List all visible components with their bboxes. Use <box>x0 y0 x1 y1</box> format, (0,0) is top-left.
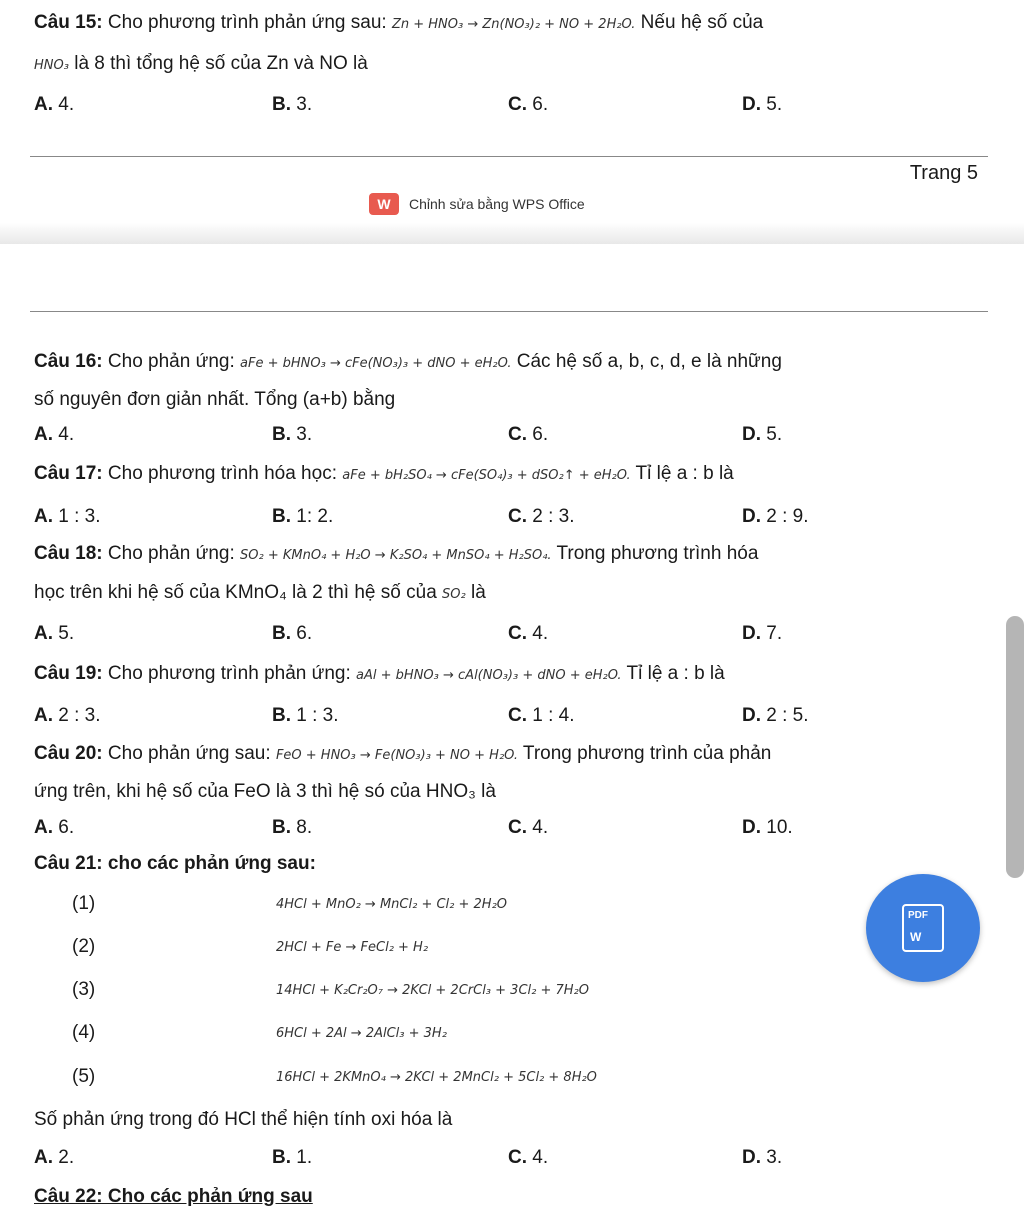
wps-edit-text: Chỉnh sửa bằng WPS Office <box>409 196 585 212</box>
q20-line2: ứng trên, khi hệ số của FeO là 3 thì hệ só của HNO₃ là <box>34 781 496 802</box>
q17-option-d[interactable]: D. 2 : 9. <box>742 506 809 527</box>
q16-text-before: Cho phản ứng: <box>102 351 241 372</box>
q19-text-after: Tỉ lệ a : b là <box>621 663 725 684</box>
q19-line1 <box>34 661 725 689</box>
q21-reaction-4-num: (4) <box>72 1022 96 1043</box>
q18-line1 <box>34 541 758 569</box>
q20-option-c[interactable]: C. 4. <box>508 817 549 838</box>
q19-equation: aAl + bHNO₃ → cAl(NO₃)₃ + dNO + eH₂O. <box>356 668 622 683</box>
q18-label: Câu 18: <box>34 543 103 564</box>
q16-option-a[interactable]: A. 4. <box>34 424 75 445</box>
q20-option-d[interactable]: D. 10. <box>742 817 793 838</box>
q19-option-a[interactable]: A. 2 : 3. <box>34 705 101 726</box>
scrollbar-thumb[interactable] <box>1006 616 1024 878</box>
q21-reaction-5-eq: 16HCl + 2KMnO₄ → 2KCl + 2MnCl₂ + 5Cl₂ + 8H₂O <box>276 1070 597 1085</box>
q21-reaction-4-eq: 6HCl + 2Al → 2AlCl₃ + 3H₂ <box>276 1026 447 1041</box>
q15-line1 <box>34 10 763 38</box>
q17-option-c[interactable]: C. 2 : 3. <box>508 506 575 527</box>
q16-label: Câu 16: <box>34 351 103 372</box>
q17-option-b[interactable]: B. 1: 2. <box>272 506 334 527</box>
page-number: Trang 5 <box>909 162 978 184</box>
q21-reaction-2-eq: 2HCl + Fe → FeCl₂ + H₂ <box>276 940 429 955</box>
q20-option-a[interactable]: A. 6. <box>34 817 75 838</box>
q16-line2: số nguyên đơn giản nhất. Tổng (a+b) bằng <box>34 389 396 410</box>
q20-text-after: Trong phương trình của phản <box>518 743 772 764</box>
q19-label: Câu 19: <box>34 663 103 684</box>
q15-line2 <box>34 51 368 79</box>
q15-label: Câu 15: <box>34 12 103 33</box>
q21-reaction-5-num: (5) <box>72 1066 96 1087</box>
pdf-convert-button[interactable] <box>866 874 980 982</box>
q18-line2 <box>34 580 486 608</box>
q15-line2-formula: HNO₃ <box>34 58 69 73</box>
page-header-divider <box>30 311 988 312</box>
q20-line1 <box>34 741 771 769</box>
q15-line2-text: là 8 thì tổng hệ số của Zn và NO là <box>68 53 368 74</box>
q20-equation: FeO + HNO₃ → Fe(NO₃)₃ + NO + H₂O. <box>275 748 518 763</box>
q17-label: Câu 17: <box>34 463 103 484</box>
q20-text-before: Cho phản ứng sau: <box>102 743 276 764</box>
q18-option-d[interactable]: D. 7. <box>742 623 783 644</box>
q18-line2-end: là <box>465 582 486 603</box>
q16-option-c[interactable]: C. 6. <box>508 424 549 445</box>
q17-text-before: Cho phương trình hóa học: <box>102 463 343 484</box>
q17-option-a[interactable]: A. 1 : 3. <box>34 506 101 527</box>
page-footer-divider <box>30 156 988 157</box>
q18-line2-text: học trên khi hệ số của KMnO₄ là 2 thì hệ số của <box>34 582 443 603</box>
q20-option-b[interactable]: B. 8. <box>272 817 313 838</box>
q20-label: Câu 20: <box>34 743 103 764</box>
q16-line1 <box>34 349 782 377</box>
q21-option-a[interactable]: A. 2. <box>34 1147 75 1168</box>
wps-edit-link[interactable] <box>369 193 585 215</box>
q15-option-c[interactable]: C. 6. <box>508 94 549 115</box>
q21-question: Số phản ứng trong đó HCl thể hiện tính oxi hóa là <box>34 1109 453 1130</box>
q16-option-d[interactable]: D. 5. <box>742 424 783 445</box>
q18-option-b[interactable]: B. 6. <box>272 623 313 644</box>
q15-text-after: Nếu hệ số của <box>635 12 764 33</box>
q15-text-before: Cho phương trình phản ứng sau: <box>102 12 392 33</box>
q21-option-c[interactable]: C. 4. <box>508 1147 549 1168</box>
q18-option-c[interactable]: C. 4. <box>508 623 549 644</box>
q18-equation: SO₂ + KMnO₄ + H₂O → K₂SO₄ + MnSO₄ + H₂SO₄. <box>240 548 552 563</box>
q17-equation: aFe + bH₂SO₄ → cFe(SO₄)₃ + dSO₂↑ + eH₂O. <box>342 468 631 483</box>
q17-text-after: Tỉ lệ a : b là <box>630 463 734 484</box>
q18-text-after: Trong phương trình hóa <box>551 543 759 564</box>
q15-option-d[interactable]: D. 5. <box>742 94 783 115</box>
q15-option-b[interactable]: B. 3. <box>272 94 313 115</box>
q18-line2-formula: SO₂ <box>442 587 466 602</box>
wps-logo-icon: W <box>369 193 399 215</box>
q19-option-c[interactable]: C. 1 : 4. <box>508 705 575 726</box>
q21-reaction-3-num: (3) <box>72 979 96 1000</box>
q16-text-after: Các hệ số a, b, c, d, e là những <box>511 351 782 372</box>
q19-text-before: Cho phương trình phản ứng: <box>102 663 357 684</box>
q16-equation: aFe + bHNO₃ → cFe(NO₃)₃ + dNO + eH₂O. <box>240 356 512 371</box>
q21-label: Câu 21: cho các phản ứng sau: <box>34 853 316 874</box>
q17-line1 <box>34 461 734 489</box>
q16-option-b[interactable]: B. 3. <box>272 424 313 445</box>
q21-option-d[interactable]: D. 3. <box>742 1147 783 1168</box>
q15-option-a[interactable]: A. 4. <box>34 94 75 115</box>
q18-option-a[interactable]: A. 5. <box>34 623 75 644</box>
q21-option-b[interactable]: B. 1. <box>272 1147 313 1168</box>
q22-label: Câu 22: Cho các phản ứng sau <box>34 1186 313 1207</box>
q15-equation: Zn + HNO₃ → Zn(NO₃)₂ + NO + 2H₂O. <box>391 17 636 32</box>
pdf-icon: PDF W <box>902 904 944 952</box>
q21-reaction-3-eq: 14HCl + K₂Cr₂O₇ → 2KCl + 2CrCl₃ + 3Cl₂ + 7H₂O <box>276 983 589 998</box>
q21-reaction-1-eq: 4HCl + MnO₂ → MnCl₂ + Cl₂ + 2H₂O <box>276 897 508 912</box>
q18-text-before: Cho phản ứng: <box>102 543 241 564</box>
q19-option-d[interactable]: D. 2 : 5. <box>742 705 809 726</box>
q19-option-b[interactable]: B. 1 : 3. <box>272 705 339 726</box>
q21-reaction-2-num: (2) <box>72 936 96 957</box>
q21-reaction-1-num: (1) <box>72 893 96 914</box>
